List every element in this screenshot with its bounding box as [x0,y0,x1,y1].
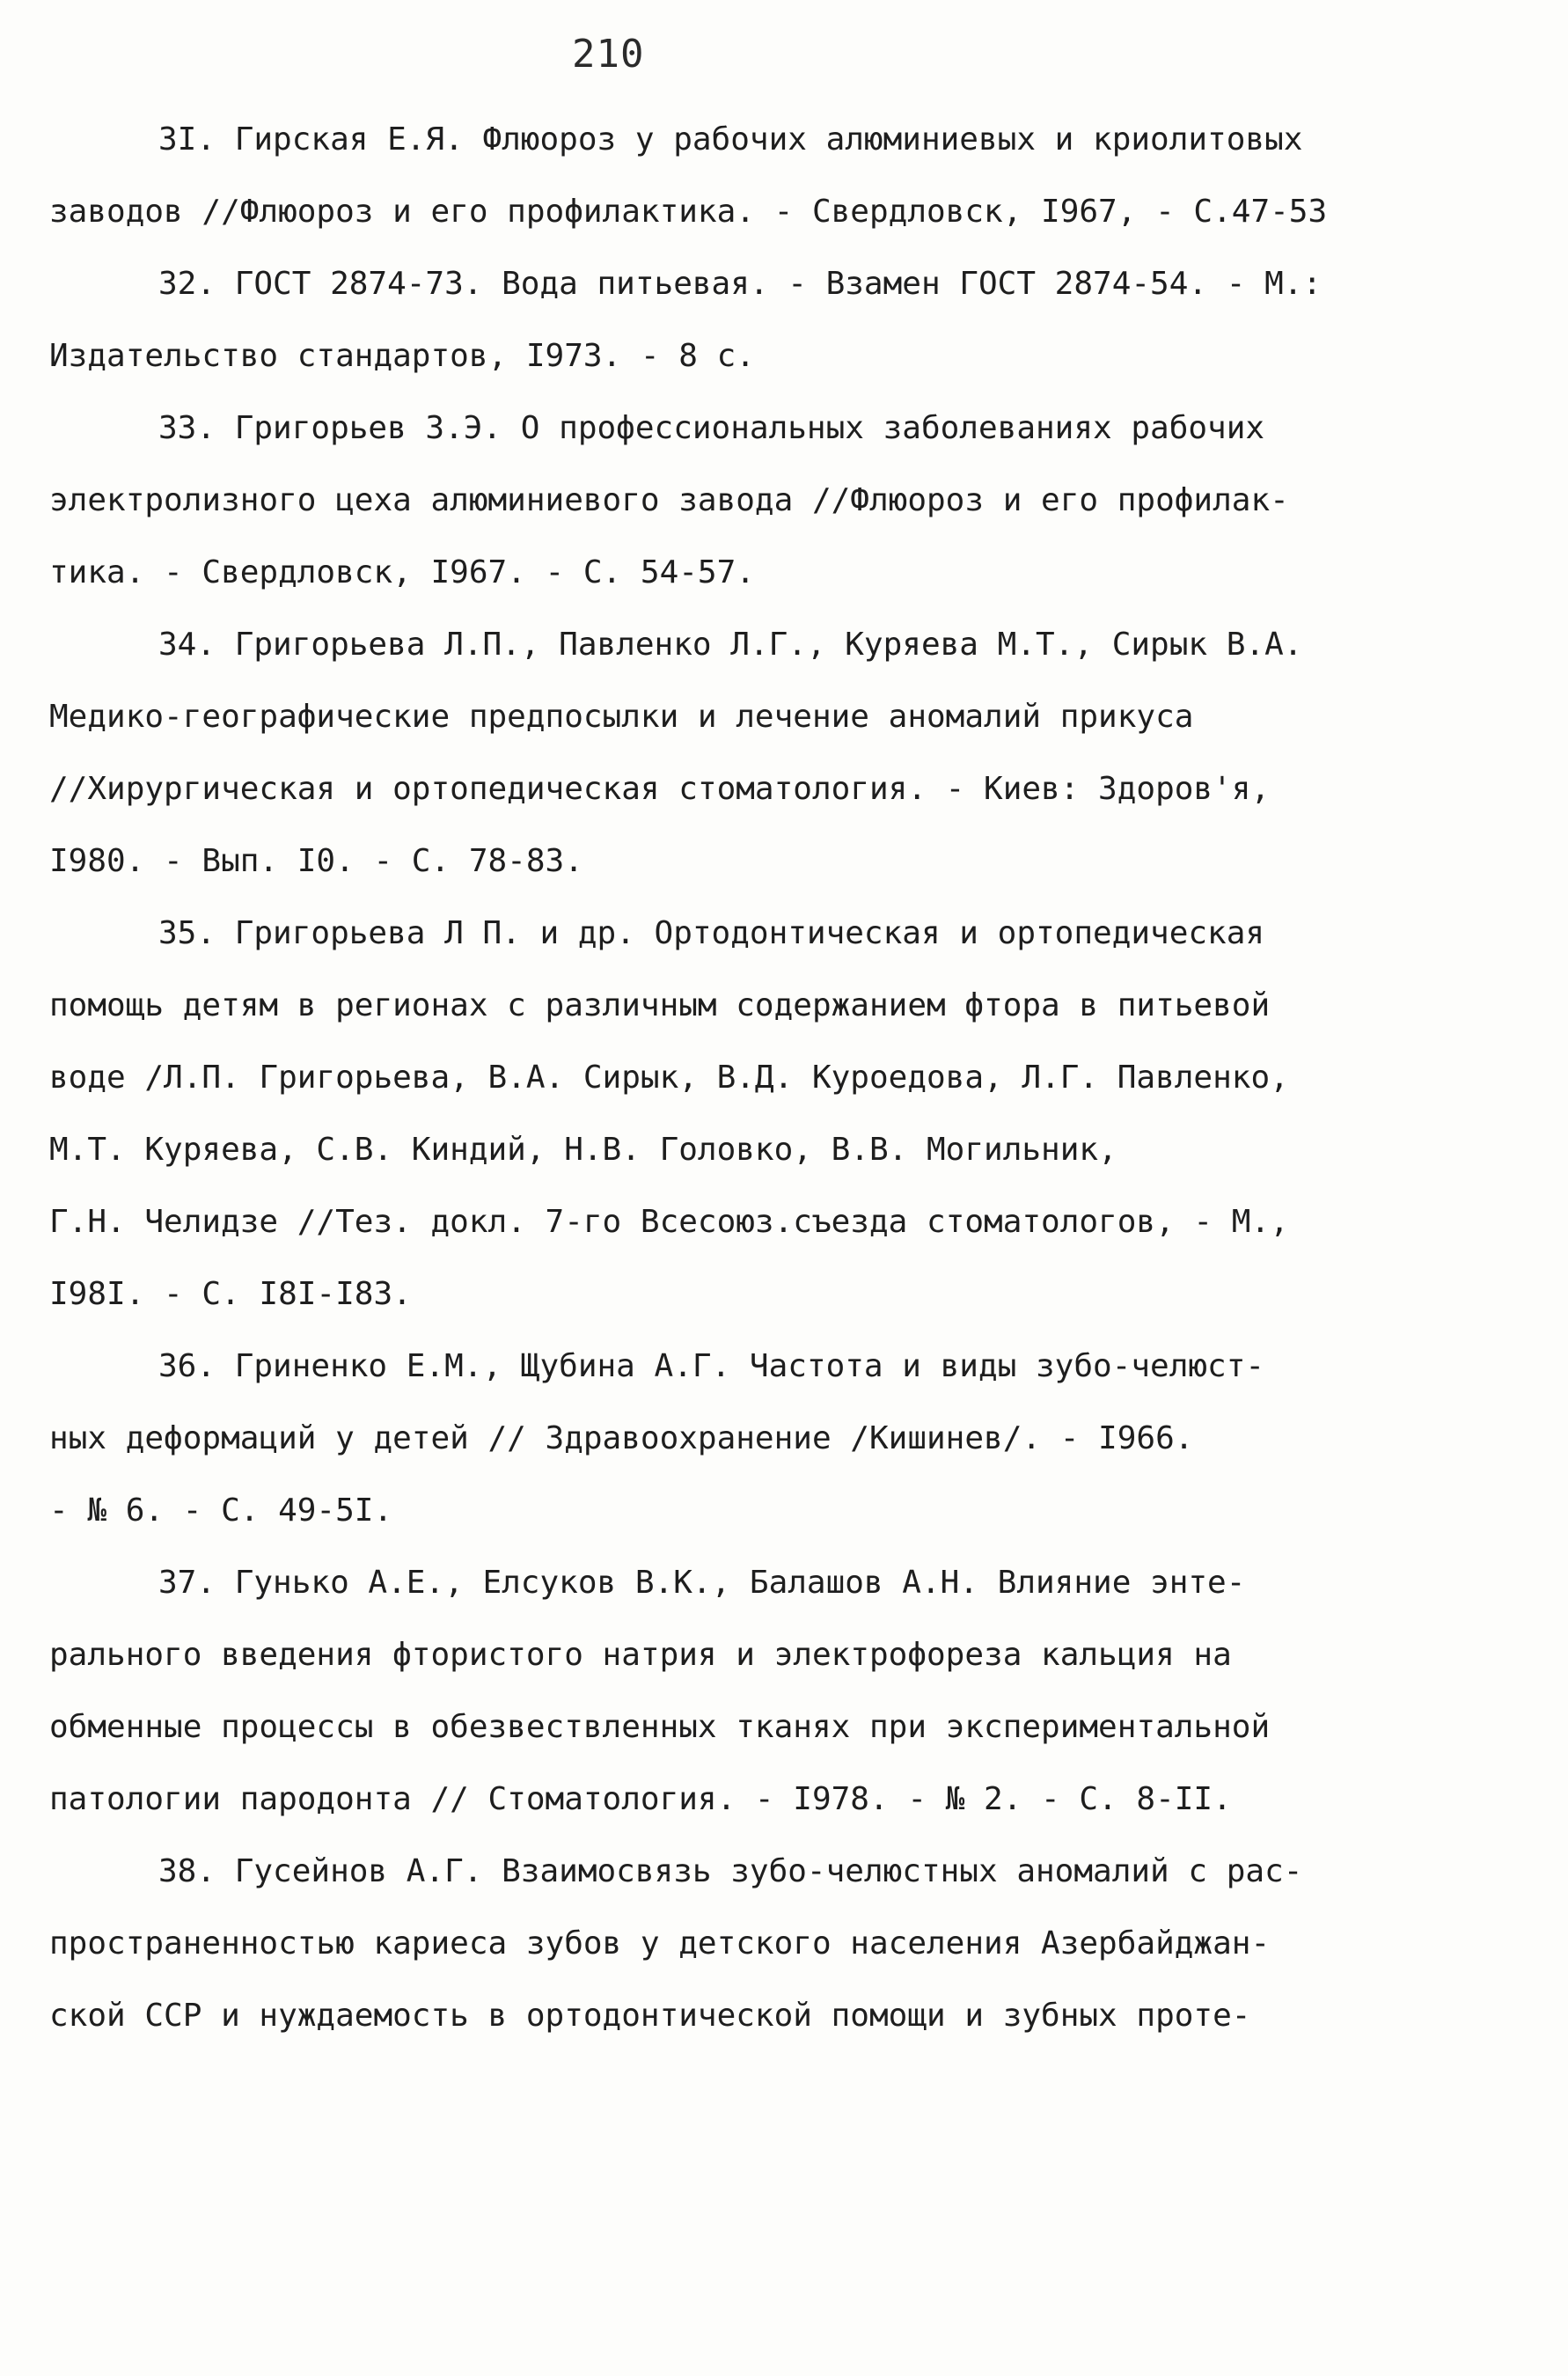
reference-line: //Хирургическая и ортопедическая стоматология. - Киев: Здоров'я, [49,771,1271,807]
reference-entry-38 [49,1836,1536,2052]
reference-line: ской ССР и нуждаемость в ортодонтической помощи и зубных проте- [49,1998,1251,2034]
reference-line: 36. Гриненко Е.М., Щубина А.Г. Частота и виды зубо-челюст- [158,1348,1265,1384]
reference-line: ных деформаций у детей // Здравоохранение /Кишинев/. - I966. [49,1420,1194,1456]
reference-line: помощь детям в регионах с различным содержанием фтора в питьевой [49,987,1271,1023]
reference-line: I980. - Вып. I0. - С. 78-83. [49,843,583,879]
reference-entry-32 [49,248,1536,392]
reference-line: воде /Л.П. Григорьева, В.А. Сирык, В.Д. Куроедова, Л.Г. Павленко, [49,1060,1289,1096]
reference-line: рального введения фтористого натрия и электрофореза кальция на [49,1637,1232,1673]
reference-line: Медико-географические предпосылки и лечение аномалий прикуса [49,699,1194,735]
reference-entry-31 [49,104,1536,248]
reference-entry-33 [49,392,1536,609]
reference-line: 35. Григорьева Л П. и др. Ортодонтическая и ортопедическая [158,915,1265,951]
reference-entry-34 [49,609,1536,898]
reference-entry-36 [49,1331,1536,1547]
reference-line: Издательство стандартов, I973. - 8 с. [49,338,755,374]
reference-line: обменные процессы в обезвествленных тканях при экспериментальной [49,1709,1271,1745]
reference-line: тика. - Свердловск, I967. - С. 54-57. [49,554,755,590]
reference-line: 3I. Гирская Е.Я. Флюороз у рабочих алюминиевых и криолитовых [158,121,1303,158]
reference-line: 38. Гусейнов А.Г. Взаимосвязь зубо-челюстных аномалий с рас- [158,1853,1303,1889]
reference-line: пространенностью кариеса зубов у детского населения Азербайджан- [49,1925,1271,1962]
reference-list [49,104,1536,2052]
reference-line: патологии пародонта // Стоматология. - I978. - № 2. - С. 8-II. [49,1781,1232,1817]
reference-line: Г.Н. Челидзе //Тез. докл. 7-го Всесоюз.съезда стоматологов, - М., [49,1204,1289,1240]
reference-line: заводов //Флюороз и его профилактика. - Свердловск, I967, - С.47-53 [49,194,1328,230]
reference-line: М.Т. Куряева, С.В. Киндий, Н.В. Головко, В.В. Могильник, [49,1132,1117,1168]
reference-line: 34. Григорьева Л.П., Павленко Л.Г., Куряева М.Т., Сирык В.А. [158,627,1303,663]
page-number: 210 [572,32,645,77]
reference-line: 37. Гунько А.Е., Елсуков В.К., Балашов А.Н. Влияние энте- [158,1565,1246,1601]
reference-entry-35 [49,898,1536,1331]
reference-entry-37 [49,1547,1536,1836]
reference-line: 33. Григорьев З.Э. О профессиональных заболеваниях рабочих [158,410,1265,446]
reference-line: 32. ГОСТ 2874-73. Вода питьевая. - Взамен ГОСТ 2874-54. - М.: [158,266,1323,302]
reference-line: I98I. - С. I8I-I83. [49,1276,412,1312]
reference-line: электролизного цеха алюминиевого завода //Флюороз и его профилак- [49,482,1289,518]
reference-line: - № 6. - С. 49-5I. [49,1492,393,1529]
